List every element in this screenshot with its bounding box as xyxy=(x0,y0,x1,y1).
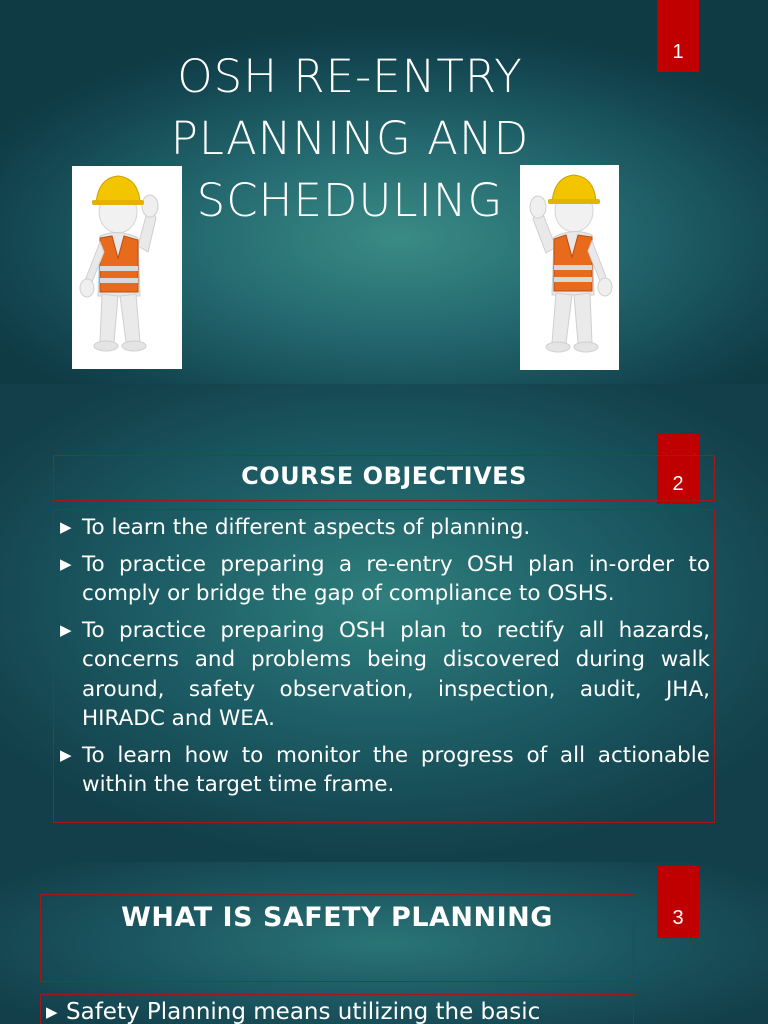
slide-1 xyxy=(0,0,768,384)
slide-number-badge xyxy=(657,0,699,72)
list-item: ▶ To learn the different aspects of planning. xyxy=(56,513,710,543)
list-item: ▶ To practice preparing a re-entry OSH plan in-order to comply or bridge the gap of compliance to OSHS. xyxy=(56,550,710,609)
objectives-list xyxy=(56,513,710,807)
section-heading: WHAT IS SAFETY PLANNING xyxy=(121,902,553,933)
slide-number: 1 xyxy=(672,41,684,63)
worker-figure-right xyxy=(520,165,619,370)
presentation-title xyxy=(120,46,580,232)
slide-number: 3 xyxy=(672,907,684,929)
title-line-1: OSH RE-ENTRY xyxy=(177,50,523,103)
title-line-3: SCHEDULING xyxy=(196,174,504,227)
list-item: ▶ To practice preparing OSH plan to rectify all hazards, concerns and problems being discovered during walk around, safety observation, inspection, audit, JHA, HIRADC and WEA. xyxy=(56,616,710,734)
list-item: ▶ Safety Planning means utilizing the basic xyxy=(42,998,632,1024)
slide-2 xyxy=(0,384,768,862)
worker-waving-icon xyxy=(520,165,619,370)
slide-number-badge xyxy=(657,866,699,938)
slide-number: 2 xyxy=(672,473,684,495)
list-item: ▶ To learn how to monitor the progress of all actionable within the target time frame. xyxy=(56,741,710,800)
slide-3 xyxy=(0,862,768,1024)
section-heading: COURSE OBJECTIVES xyxy=(241,462,527,490)
title-line-2: PLANNING AND xyxy=(170,112,530,165)
content-list xyxy=(42,998,632,1024)
